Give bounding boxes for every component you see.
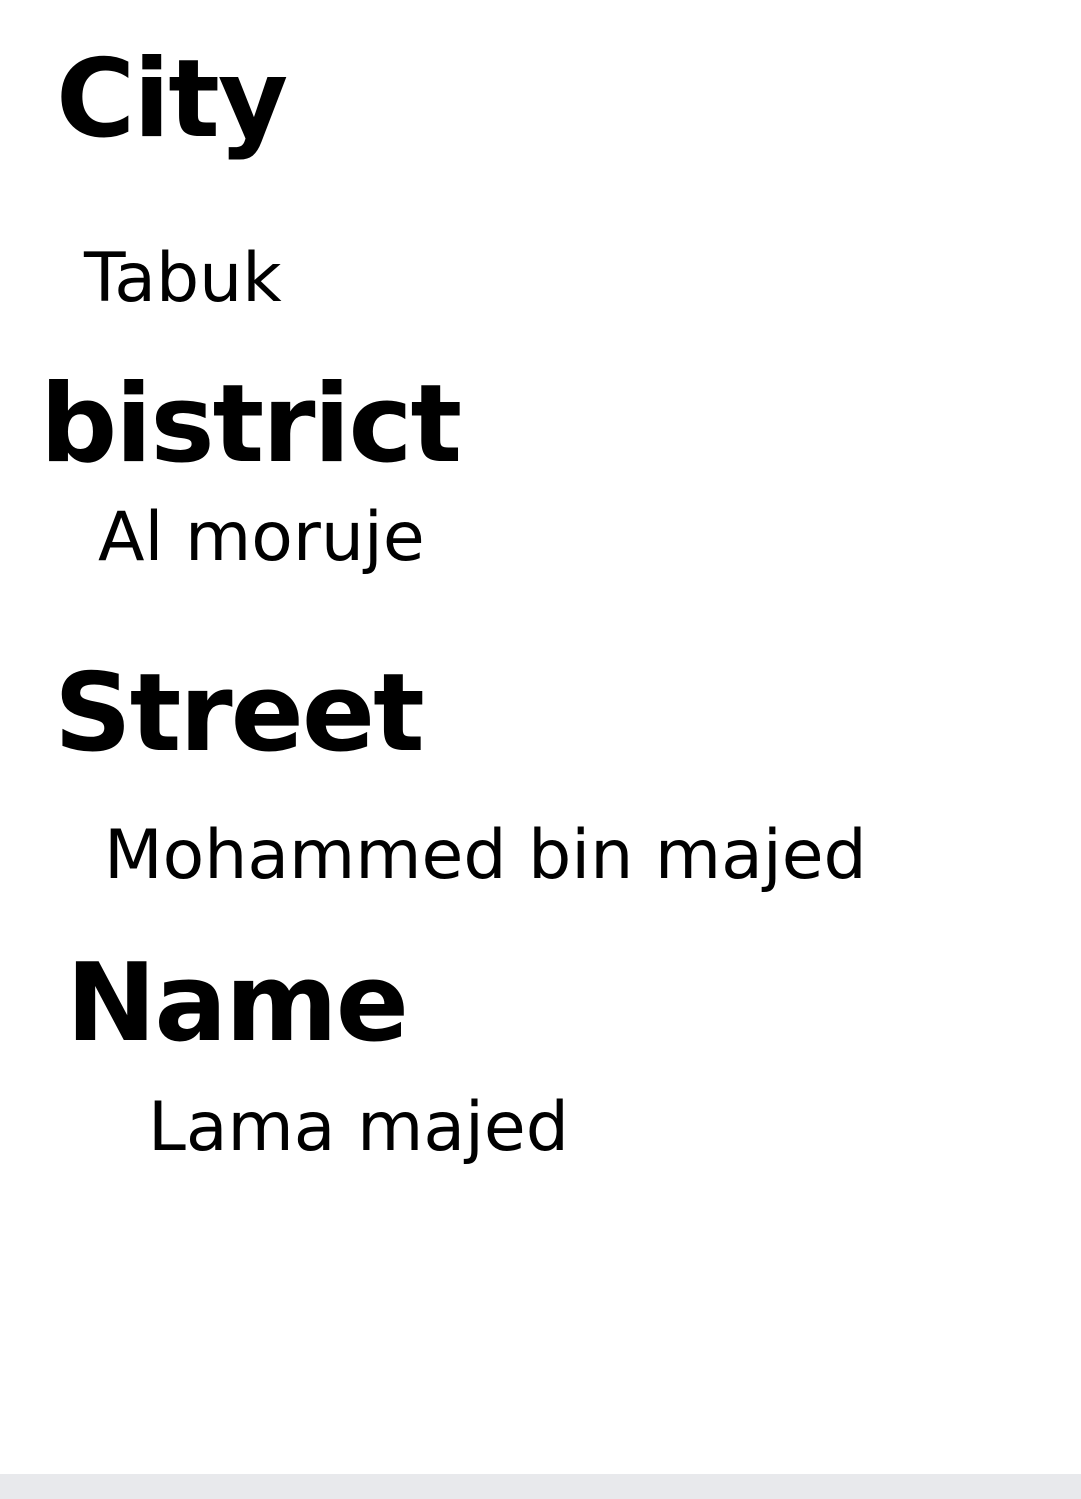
district-value: Al moruje: [98, 498, 425, 577]
city-value: Tabuk: [84, 239, 282, 318]
district-heading: bistrict: [40, 362, 461, 487]
street-value: Mohammed bin majed: [104, 816, 867, 895]
name-value: Lama majed: [148, 1088, 569, 1167]
street-heading: Street: [54, 651, 423, 776]
name-heading: Name: [66, 941, 408, 1066]
city-heading: City: [56, 37, 287, 162]
bottom-bar: [0, 1474, 1081, 1499]
